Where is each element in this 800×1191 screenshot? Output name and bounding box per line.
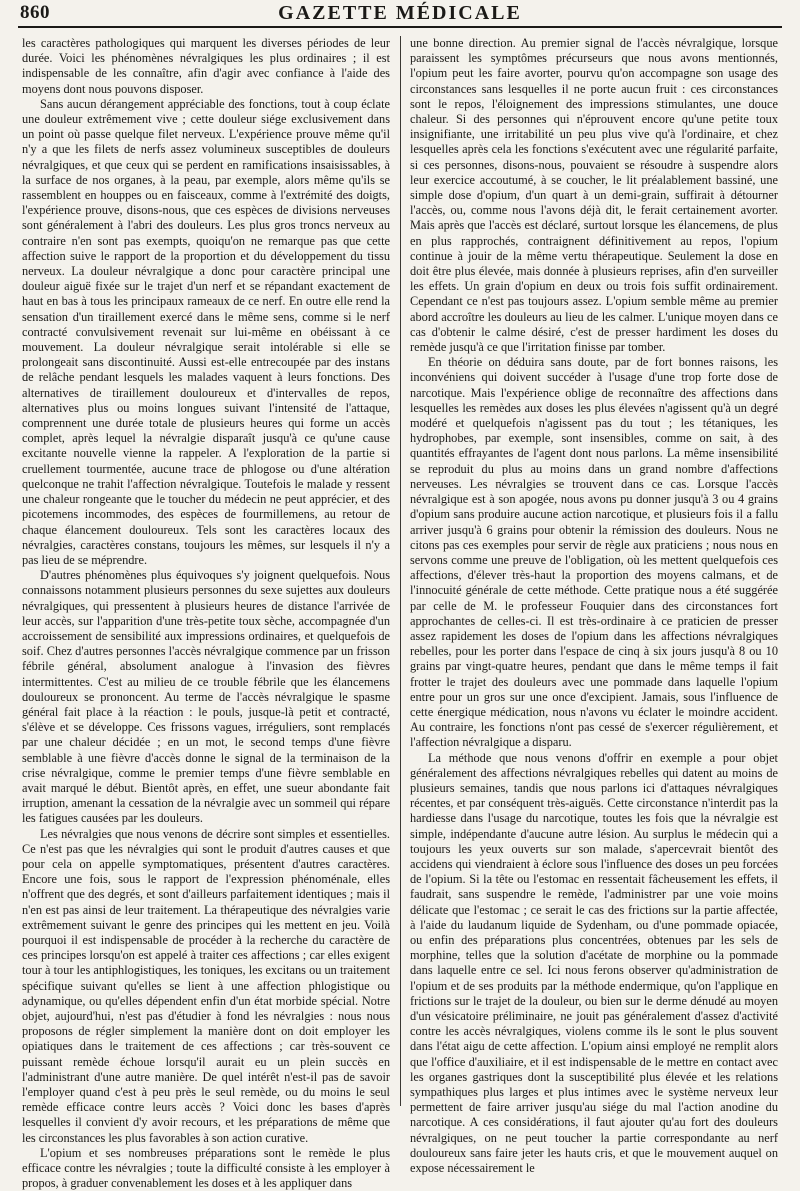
paragraph: une bonne direction. Au premier signal de l'accès névralgique, lorsque paraissent les symptômes précurseurs que nous avons mentionnés, l'opium peut les faire avorter, pourvu qu'on accompagne son usage des circonstances sans lesquelles il ne porte aucun fruit : ces circonstances sont le repos, l'éloignement des impressions stimulantes, une douce chaleur. Si des personnes qui n'éprouvent encore qu'une petite toux insignifiante, une irritabilité un peu plus vive qu'à l'ordinaire, et chez lesquelles après cela les fonctions s'exécutent avec une régularité parfaite, si ces personnes, disons-nous, pouvaient se résoudre à suspendre alors leur exercice accoutumé, à se coucher, le lit préalablement bassiné, une simple dose d'opium, d'un quart à un demi-grain, suffirait à détourner l'accès, ou, comme nous l'avons déjà dit, le ferait certainement avorter. Mais après que l'accès est déclaré, surtout lorsque les élancemens, de plus en plus rapprochés, contraignent définitivement au repos, l'opium continue à jouir de la même vertu thérapeutique. Seulement la dose en doit être plus élevée, mais donnée à plusieurs reprises, afin d'en surveiller les effets. Un grain d'opium en deux ou trois fois suffit ordinairement. Cependant ce n'est pas toujours assez. L'opium semble même au premier abord accroître les douleurs au lieu de les calmer. L'unique moyen dans ce cas d'obtenir le calme désiré, c'est de presser hardiment les doses du remède jusqu'à ce que l'irritation finisse par tomber. bbox=[410, 36, 778, 355]
paragraph: En théorie on déduira sans doute, par de fort bonnes raisons, les inconvéniens qui doivent succéder à l'usage d'une trop forte dose de narcotique. Mais l'expérience oblige de reconnaître des affections dans lesquelles les remèdes aux doses les plus élevées n'agissent qu'à un degré modéré et quelquefois n'agissent pas du tout ; les tétaniques, les hydrophobes, par exemple, sont insensibles, comme on sait, à des quantités effrayantes de l'agent dont nous parlons. La même insensibilité se reproduit du plus au moins dans un grand nombre d'affections nerveuses. Les névralgies se trouvent dans ce cas. Lorsque l'accès névralgique est à son apogée, nous avons pu donner jusqu'à 3 ou 4 grains d'opium sans produire aucune action narcotique, et plusieurs fois il a fallu arriver jusqu'à 6 grains pour obtenir la rémission des douleurs. Nous ne citons pas ces exemples pour servir de règle aux praticiens ; nous nous en servons comme une preuve de l'obligation, où les mettent quelquefois ces affections, d'élever très-haut la proportion des moyens calmans, et de l'innocuité générale de cette méthode. Cette pratique nous a été suggérée par celle de M. le professeur Fouquier dans des circonstances fort approchantes de celles-ci. Il est très-ordinaire à ce praticien de presser assez rapidement les doses de l'opium dans les affections névralgiques rebelles, pour les porter dans l'espace de cinq à six jours jusqu'à 8 ou 10 grains par vingt-quatre heures, pendant que dans le même temps il fait frotter le trajet des douleurs avec une pommade dans laquelle l'opium entre pour un gros sur une once d'excipient. Jamais, sous l'influence de cette énergique médication, nous n'avons vu éclater le moindre accident. Au contraire, les fonctions n'ont pas cessé de s'exercer régulièrement, et l'affection névralgique a disparu. bbox=[410, 355, 778, 750]
column-divider bbox=[400, 36, 401, 1106]
paragraph: L'opium et ses nombreuses préparations sont le remède le plus efficace contre les névralgies ; toute la difficulté consiste à les employer à propos, à graduer convenablement les doses et à les appliquer dans bbox=[22, 1145, 390, 1191]
paragraph: D'autres phénomènes plus équivoques s'y joignent quelquefois. Nous connaissons notamment plusieurs personnes du sexe sujettes aux douleurs névralgiques, qui pressentent à plusieurs heures de distance l'arrivée de leur accès, sur l'apparition d'une très-petite toux sèche, accompagnée d'un accroissement de sensibilité aux impressions ordinaires, et quelquefois de soif. Chez d'autres personnes l'accès névralgique commence par un frisson fébrile général, absolument analogue à l'invasion des fièvres intermittentes. C'est au milieu de ce trouble fébrile que les élancemens douloureux se prononcent. Au terme de l'accès névralgique le spasme général fait place à la réaction : le pouls, jusque-là petit et contracté, s'élève et se développe. Ces frissons vagues, irréguliers, sont remplacés par une chaleur décidée ; en un mot, le second temps d'une fièvre semblable à une fièvre d'accès donne le signal de la terminaison de la crise névralgique, comme le premier temps d'une fièvre semblable en avait marqué le début. Bientôt après, en effet, une sueur abondante fait irruption, amenant la cessation de la névralgie avec un sommeil qui répare les fatigues causées par les douleurs. bbox=[22, 568, 390, 826]
page-number: 860 bbox=[20, 2, 50, 23]
page-header bbox=[18, 2, 782, 28]
right-column bbox=[410, 36, 778, 1176]
paragraph: Sans aucun dérangement appréciable des fonctions, tout à coup éclate une douleur extrêmement vive ; cette douleur siége exclusivement dans un point où passe quelque filet nerveux. L'expérience prouve même qu'il n'y a que les filets de nerfs assez volumineux susceptibles de douleurs névralgiques, et que ceux qui se perdent en ramifications insaisissables, à la surface de nos organes, à la peau, par exemple, alors même qu'ils se rassemblent en houppes ou en faisceaux, comme à l'extrémité des doigts, l'expérience prouve, disons-nous, que ces espèces de divisions nerveuses sont généralement à l'abri des douleurs. Les plus gros troncs nerveux au contraire n'en sont pas exempts, quoiqu'on ne remarque pas que cette affection suive le rapport de la proportion et du développement du tissu nerveux. La douleur névralgique a donc pour caractère principal une douleur aiguë fixée sur le trajet d'un nerf et se répandant exactement de haut en bas à tous les principaux rameaux de ce nerf. En outre elle rend la sensation d'un tiraillement exercé dans le même sens, comme si le nerf contracté convulsivement revenait sur lui-même en obéissant à ce mouvement. La douleur névralgique serait intolérable si elle se prolongeait sans discontinuité. Aussi est-elle entrecoupée par des instans de relâche pendant lesquels les malades vaquent à leurs fonctions. Des alternatives de tiraillement douloureux et d'intervalles de repos, alternatives plus ou moins longues suivant l'intensité de l'attaque, comprennent une durée totale de plusieurs heures qui forme un accès complet, après lequel la névralgie disparaît jusqu'à ce qu'une cause excitante nouvelle vienne la rappeler. A l'exploration de la partie si cruellement tourmentée, aucune trace de phlogose ou d'une altération quelconque ne trahit l'affection névralgique. Toutefois le malade y ressent une chaleur rongeante que le toucher du médecin ne peut apprécier, et des picotemens incommodes, des espèces de fourmillemens, au retour de chaque élancement douloureux. Tels sont les caractères locaux des névralgies, caractères constans, toujours les mêmes, sur lesquels il n'y a pas lieu de se méprendre. bbox=[22, 96, 390, 567]
paragraph: La méthode que nous venons d'offrir en exemple a pour objet généralement des affections névralgiques rebelles qui datent au moins de plusieurs semaines, tandis que nous parlons ici d'attaques névralgiques récentes, et par conséquent très-aiguës. Cette circonstance n'interdit pas la hardiesse dans l'usage du narcotique, toutes les fois que la névralgie est simple, indépendante d'aucune autre lésion. Au surplus le médecin qui a toujours les yeux ouverts sur son malade, s'apercevrait bientôt des accidens qui viendraient à éclore sous l'influence des doses un peu forcées de l'opium. Si la tête ou l'estomac en ressentait fâcheusement les effets, il faudrait, sans suspendre le remède, l'administrer par une voie moins délicate que l'estomac ; ce serait le cas des frictions sur la partie affectée, à l'aide du laudanum liquide de Sydenham, ou d'une pommade opiacée, ou enfin des préparations plus concentrées, obtenues par les sels de morphine, telles que la solution d'acétate de morphine ou la pommade dans laquelle entre ce sel. Ici nous ferons observer qu'administration de l'opium et de ses produits par la méthode endermique, qu'on l'applique en frictions sur le trajet de la douleur, ou bien sur le derme dénudé au moyen d'un vésicatoire préliminaire, ne jouit pas généralement d'assez d'activité contre les accès névralgiques, violens comme ils le sont le plus souvent dans l'état aigu de cette affection. L'opium ainsi employé ne remplit alors que l'office d'auxiliaire, et il est indispensable de le mettre en contact avec les organes gastriques dont la susceptibilité plus élevée et les relations sympathiques plus larges et plus intimes avec le système nerveux leur permettent de faire arriver jusqu'au siége du mal l'action anodine du narcotique. A ces considérations, il faut ajouter qu'au fort des douleurs névralgiques, on ne peut toucher la partie correspondante au nerf douloureux sans faire jeter les hauts cris, et que le mouvement auquel on expose nécessairement le bbox=[410, 750, 778, 1176]
paragraph: Les névralgies que nous venons de décrire sont simples et essentielles. Ce n'est pas que les névralgies qui sont le produit d'autres causes et que pour cela on appelle symptomatiques, présentent d'autres caractères. Encore une fois, sous le rapport de l'expression phénoménale, elles n'offrent que des degrés, et sont d'ailleurs parfaitement identiques ; mais il n'en est pas ainsi de leur traitement. La thérapeutique des névralgies varie extrêmement suivant le genre des principes qui les mettent en jeu. Voilà pourquoi il est indispensable de procéder à la recherche du caractère de ces principes lorsqu'on est appelé à traiter ces affections ; car elles exigent tour à tour les antiphlogistiques, les toniques, les excitans ou un traitement spécifique suivant qu'elles se lient à une affection phlogistique ou adynamique, ou qu'elles dépendent enfin d'un état morbide spécial. Notre objet, aujourd'hui, n'est pas d'étudier à fond les névralgies : nous nous proposons de régler simplement la manière dont on doit employer les opiatiques dans le traitement de ces affections ; car très-souvent ce puissant remède échoue lorsqu'il aurait eu un plein succès en l'administrant d'une autre manière. De quel intérêt n'est-il pas de savoir l'employer quand c'est à peu près le seul remède, ou du moins le seul remède efficace contre leurs accès ? Voici donc les bases d'après lesquelles il convient d'y avoir recours, et les préparations de même que les circonstances les plus favorables à son action curative. bbox=[22, 826, 390, 1145]
paragraph: les caractères pathologiques qui marquent les diverses périodes de leur durée. Voici les phénomènes névralgiques les plus ordinaires ; il est indispensable de les connaître, afin d'agir avec confiance à l'aide des moyens dont nous pouvons disposer. bbox=[22, 36, 390, 96]
running-title: GAZETTE MÉDICALE bbox=[278, 2, 522, 24]
left-column bbox=[22, 36, 390, 1191]
